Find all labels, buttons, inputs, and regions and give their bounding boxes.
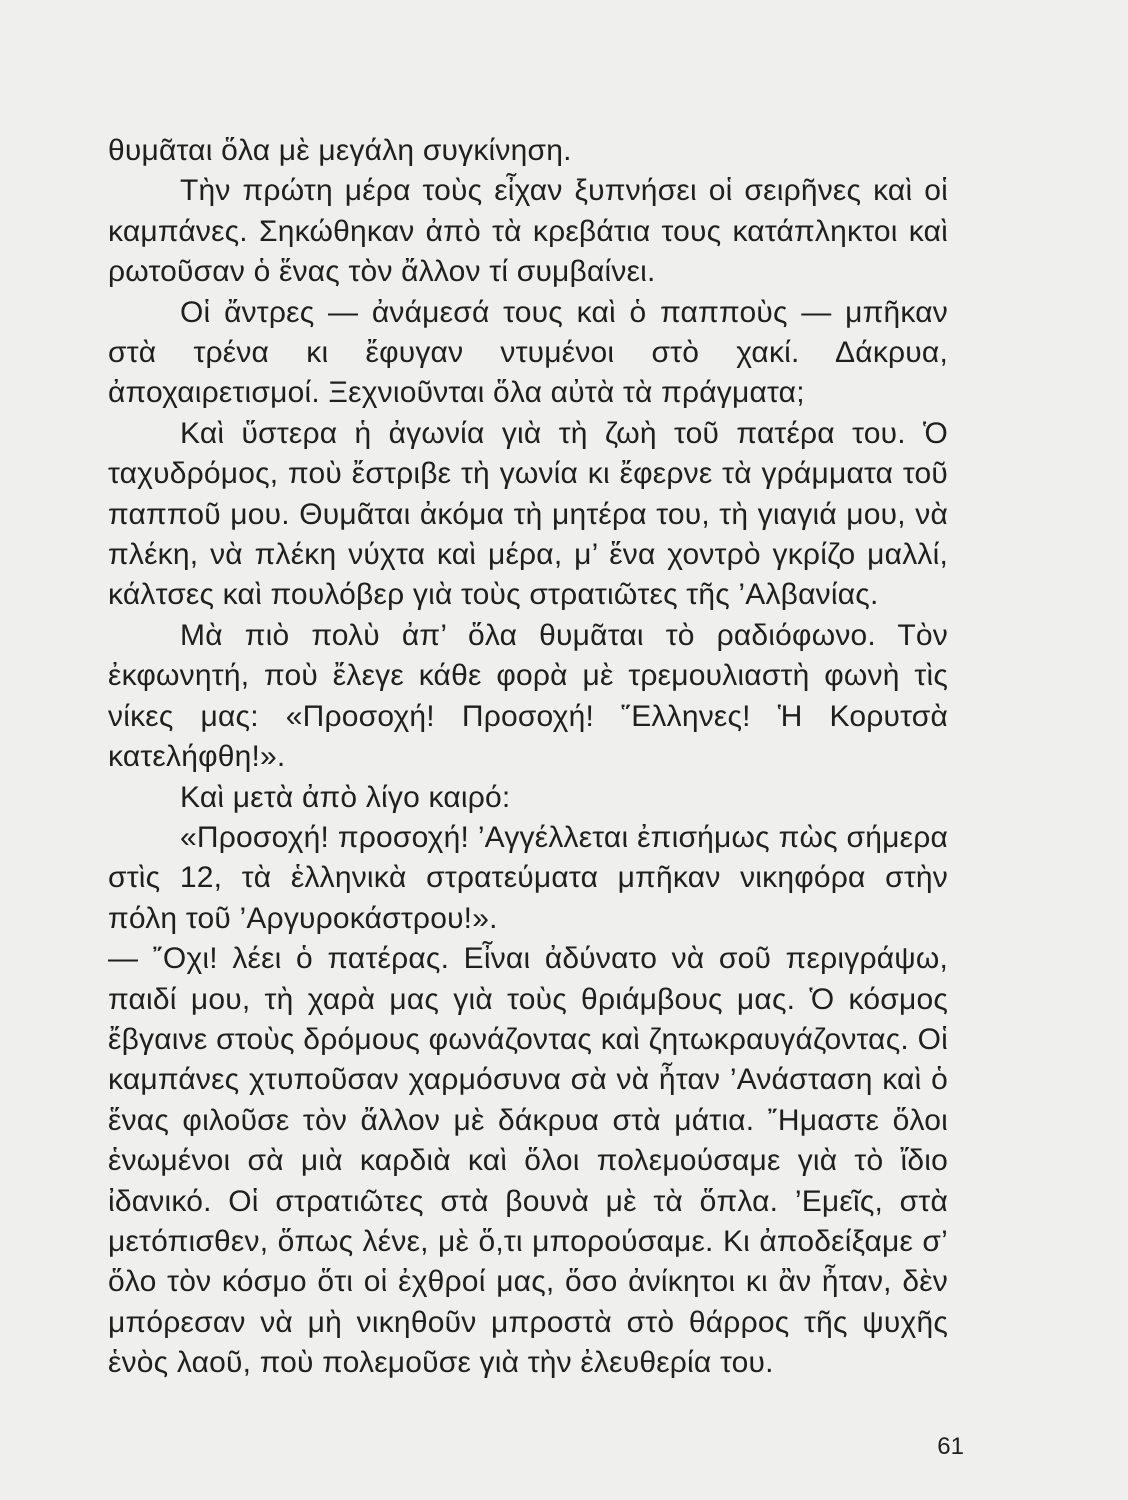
paragraph-first-day: Τὴν πρώτη μέρα τοὺς εἶχαν ξυπνήσει οἱ σειρῆνες καὶ οἱ καμπάνες. Σηκώθηκαν ἀπὸ τὰ κρεβάτια τους κατάπληκτοι καὶ ρωτοῦσαν ὁ ἕνας τὸν ἄλλον τί συμβαίνει. (108, 174, 948, 289)
paragraph-radio: Μὰ πιὸ πολὺ ἀπ’ ὅλα θυμᾶται τὸ ραδιόφωνο. Τὸν ἐκφωνητή, ποὺ ἔλεγε κάθε φορὰ μὲ τρεμουλιαστὴ φωνὴ τὶς νίκες μας: «Προσοχή! Προσοχή! ῞Ελληνες! Ἡ Κορυτσὰ κατελήφθη!». (108, 618, 948, 774)
paragraph-announcement: «Προσοχή! προσοχή! ’Αγγέλλεται ἐπισήμως πὼς σήμερα στὶς 12, τὰ ἑλληνικὰ στρατεύματα μπῆκαν νικηφόρα στὴν πόλη τοῦ ’Αργυροκάστρου!». (108, 820, 948, 935)
body-text (108, 131, 948, 1384)
paragraph-father-speech: — ῎Οχι! λέει ὁ πατέρας. Εἶναι ἀδύνατο νὰ σοῦ περιγράψω, παιδί μου, τὴ χαρὰ μας γιὰ τοὺς θριάμβους μας. Ὁ κόσμος ἔβγαινε στοὺς δρόμους φωνάζοντας καὶ ζητωκραυγάζοντας. Οἱ καμπάνες χτυποῦσαν χαρμόσυνα σὰ νὰ ἦταν ’Ανάσταση καὶ ὁ ἕνας φιλοῦσε τὸν ἄλλον μὲ δάκρυα στὰ μάτια. ῎Ημαστε ὅλοι ἑνωμένοι σὰ μιὰ καρδιὰ καὶ ὅλοι πολεμούσαμε γιὰ τὸ ἴδιο ἰδανικό. Οἱ στρατιῶτες στὰ βουνὰ μὲ τὰ ὅπλα. ’Εμεῖς, στὰ μετόπισθεν, ὅπως λένε, μὲ ὅ,τι μπορούσαμε. Κι ἀποδείξαμε σ’ ὅλο τὸν κόσμο ὅτι οἱ ἐχθροί μας, ὅσο ἀνίκητοι κι ἂν ἦταν, δὲν μπόρεσαν νὰ μὴ νικηθοῦν μπροστὰ στὸ θάρρος τῆς ψυχῆς ἑνὸς λαοῦ, ποὺ πολεμοῦσε γιὰ τὴν ἐλευθερία του. (108, 942, 948, 1380)
paragraph-men-left: Οἱ ἄντρες — ἀνάμεσά τους καὶ ὁ παπποὺς — μπῆκαν στὰ τρένα κι ἔφυγαν ντυμένοι στὸ χακί. Δάκρυα, ἀποχαιρετισμοί. Ξεχνιοῦνται ὅλα αὐτὰ τὰ πράγματα; (108, 295, 948, 410)
page-number: 61 (937, 1433, 964, 1460)
paragraph-continuation: θυμᾶται ὅλα μὲ μεγάλη συγκίνηση. (108, 134, 572, 167)
paragraph-anxiety: Καὶ ὕστερα ἡ ἀγωνία γιὰ τὴ ζωὴ τοῦ πατέρα του. Ὁ ταχυδρόμος, ποὺ ἔστριβε τὴ γωνία κι ἔφερνε τὰ γράμματα τοῦ παπποῦ μου. Θυμᾶται ἀκόμα τὴ μητέρα του, τὴ γιαγιά μου, νὰ πλέκη, νὰ πλέκη νύχτα καὶ μέρα, μ’ ἕνα χοντρὸ γκρίζο μαλλί, κάλτσες καὶ πουλόβερ γιὰ τοὺς στρατιῶτες τῆς ’Αλβανίας. (108, 416, 948, 612)
paragraph-after-time: Καὶ μετὰ ἀπὸ λίγο καιρό: (180, 780, 511, 814)
